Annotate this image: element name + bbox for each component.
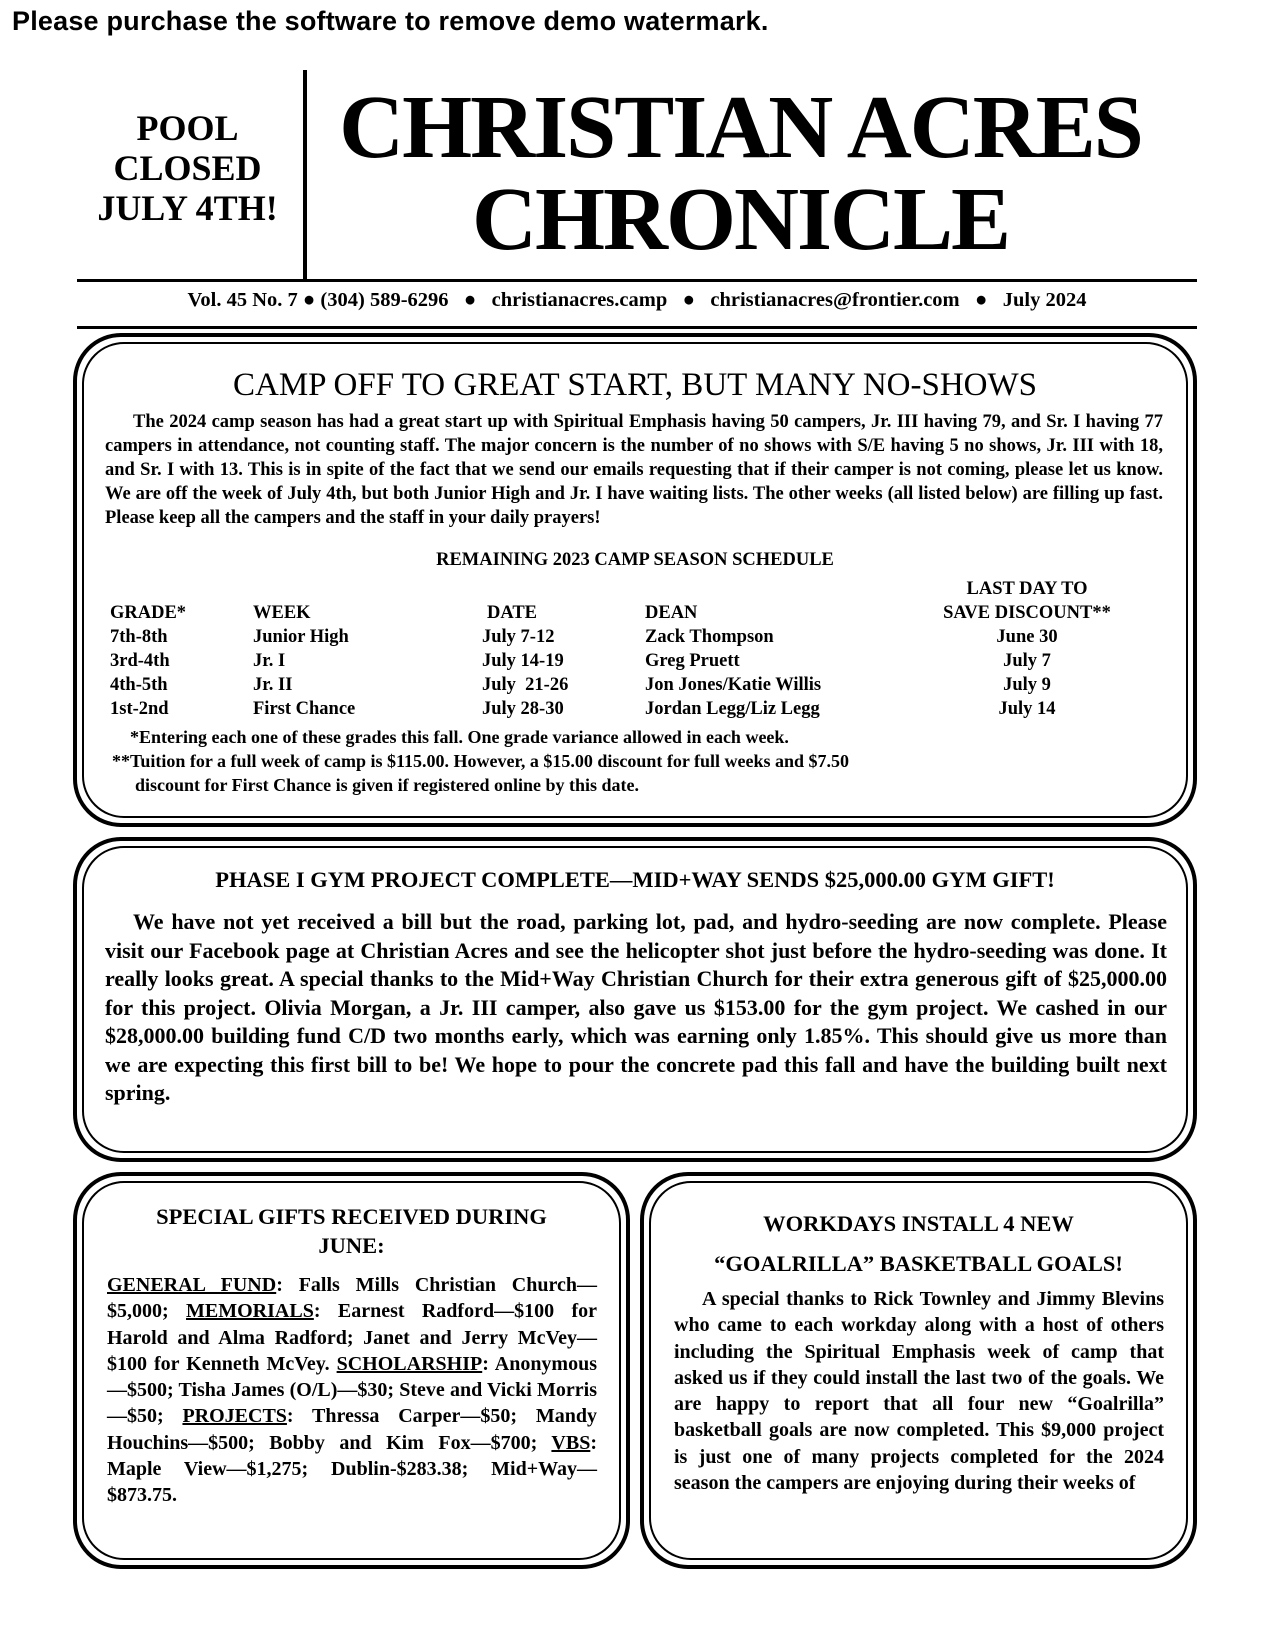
general-fund-text: : Falls Mills Christian Church—$5,000; (107, 1274, 597, 1323)
issue-date: July 2024 (1002, 289, 1087, 311)
gifts-headline-line: SPECIAL GIFTS RECEIVED DURING (156, 1204, 547, 1229)
demo-watermark: Please purchase the software to remove demo watermark. (12, 6, 769, 36)
grade-header: GRADE* (110, 603, 187, 623)
general-fund-label: GENERAL FUND (107, 1274, 277, 1296)
projects-text: : Thressa Carper—$50; Mandy Houchins—$500; Bobby and Kim Fox—$700; (107, 1405, 597, 1454)
email-address: christianacres@frontier.com (710, 289, 960, 311)
grade-cell: 7th-8th (110, 627, 168, 647)
memorials-label: MEMORIALS (186, 1300, 314, 1323)
bullet: ● (672, 289, 706, 311)
bullet: ● (453, 289, 487, 311)
workdays-headline-line: “GOALRILLA” BASKETBALL GOALS! (714, 1251, 1123, 1276)
date-header: DATE (487, 603, 538, 623)
newsletter-title (313, 78, 1168, 269)
schedule-header-row-top (110, 579, 1127, 603)
table-row (110, 675, 1127, 699)
table-row (110, 651, 1127, 675)
date-cell: July 28-30 (482, 699, 564, 719)
date-cell: July 21-26 (482, 675, 569, 695)
grade-cell: 1st-2nd (110, 699, 169, 719)
schedule-footnote-2-line2: discount for First Chance is given if registered online by this date. (135, 775, 639, 795)
table-row (110, 627, 1127, 651)
gifts-headline-line: JUNE: (318, 1233, 385, 1258)
workdays-headline-line: WORKDAYS INSTALL 4 NEW (763, 1211, 1074, 1236)
discount-header-line2: SAVE DISCOUNT** (943, 603, 1111, 623)
memorials-text: : Earnest Radford—$100 for Harold and Alma Radford; Janet and Jerry McVey—$100 for Kenneth McVey. (107, 1300, 597, 1375)
bullet: ● (964, 289, 998, 311)
camp-body (105, 410, 1163, 530)
discount-cell: July 14 (998, 699, 1056, 719)
masthead-rule-bottom (77, 326, 1197, 329)
title-line: CHRONICLE (471, 170, 1010, 269)
phone-number: (304) 589-6296 (320, 289, 449, 311)
gifts-headline (92, 1202, 611, 1260)
date-cell: July 14-19 (482, 651, 564, 671)
week-cell: Jr. II (253, 675, 293, 695)
bullet: ● (302, 289, 321, 311)
camp-article-box (73, 333, 1197, 827)
camp-headline: CAMP OFF TO GREAT START, BUT MANY NO-SHOWS (232, 367, 1037, 403)
notice-line: POOL (136, 108, 239, 148)
projects-label: PROJECTS (182, 1405, 287, 1428)
notice-line: JULY 4TH! (97, 188, 278, 228)
date-cell: July 7-12 (482, 627, 555, 647)
gym-body (105, 908, 1167, 1108)
masthead-divider (303, 70, 307, 280)
gym-headline: PHASE I GYM PROJECT COMPLETE—MID+WAY SENDS $25,000.00 GYM GIFT! (215, 867, 1055, 892)
gifts-article-box (73, 1172, 630, 1569)
gym-article-box (73, 837, 1197, 1162)
gifts-body (107, 1272, 597, 1509)
dean-cell: Jordan Legg/Liz Legg (645, 699, 820, 719)
camp-body-text: The 2024 camp season has had a great start up with Spiritual Emphasis having 50 campers, Jr. III having 79, and Sr. I having 77 campers in attendance, not counting staff. The major concern is the number of no shows with S/E having 5 no shows, Jr. III with 18, and Sr. I with 13. This is in spite of the fact that we send our emails requesting that if their camper is not coming, please let us know. We are off the week of July 4th, but both Junior High and Jr. I have waiting lists. The other weeks (all listed below) are filling up fast. Please keep all the campers and the staff in your daily prayers! (105, 412, 1163, 528)
masthead-rule-top (77, 279, 1197, 282)
discount-cell: July 7 (1003, 651, 1051, 671)
discount-cell: June 30 (996, 627, 1058, 647)
title-line: CHRISTIAN ACRES (339, 78, 1142, 177)
schedule-table (110, 579, 1127, 723)
grade-cell: 3rd-4th (110, 651, 170, 671)
schedule-footnote-2-line1: **Tuition for a full week of camp is $115.00. However, a $15.00 discount for full weeks and $7.50 (112, 751, 850, 771)
pool-closed-notice (80, 108, 295, 228)
grade-cell: 4th-5th (110, 675, 168, 695)
workdays-body-text: A special thanks to Rick Townley and Jimmy Blevins who came to each workday along with a host of others including the Spiritual Emphasis week of camp that asked us if they could install the last two of the goals. We are happy to report that all four new “Goalrilla” basketball goals are now completed. This $9,000 project is just one of many projects completed for the 2024 season the campers are enjoying during their weeks of (674, 1288, 1164, 1495)
dean-header: DEAN (645, 603, 698, 623)
masthead-info-line (77, 289, 1197, 312)
week-cell: First Chance (253, 699, 356, 719)
week-cell: Junior High (253, 627, 349, 647)
dean-cell: Jon Jones/Katie Willis (645, 675, 822, 695)
vbs-text: : Maple View—$1,275; Dublin-$283.38; Mid+Way—$873.75. (107, 1431, 597, 1507)
gym-body-text: We have not yet received a bill but the road, parking lot, pad, and hydro-seeding are now complete. Please visit our Facebook page at Christian Acres and see the helicopter shot just before the hydro-seeding was done. It really looks great. A special thanks to the Mid+Way Christian Church for their extra generous gift of $25,000.00 for this project. Olivia Morgan, a Jr. III camper, also gave us $153.00 for the gym project. We cashed in our $28,000.00 building fund C/D two months early, which was earning only 1.85%. This should give us more than we are expecting this first bill to be! We hope to pour the concrete pad this fall and have the building built next spring. (105, 909, 1167, 1105)
week-cell: Jr. I (253, 651, 286, 671)
dean-cell: Zack Thompson (645, 627, 774, 647)
vbs-label: VBS (551, 1431, 591, 1454)
table-row (110, 699, 1127, 723)
schedule-header-row (110, 603, 1127, 627)
discount-cell: July 9 (1003, 675, 1051, 695)
workdays-article-box (640, 1172, 1197, 1569)
schedule-footnote-1: *Entering each one of these grades this fall. One grade variance allowed in each week. (130, 727, 789, 747)
dean-cell: Greg Pruett (645, 651, 740, 671)
website: christianacres.camp (491, 289, 668, 311)
notice-line: CLOSED (113, 148, 262, 188)
schedule-title: REMAINING 2023 CAMP SEASON SCHEDULE (436, 550, 834, 570)
scholarship-label: SCHOLARSHIP (336, 1352, 483, 1375)
week-header: WEEK (253, 603, 311, 623)
scholarship-text: : Anonymous—$500; Tisha James (O/L)—$30; Steve and Vicki Morris—$50; (107, 1352, 598, 1428)
workdays-headline (659, 1204, 1178, 1284)
discount-header-line1: LAST DAY TO (966, 579, 1088, 599)
volume-number: Vol. 45 No. 7 (187, 289, 298, 311)
workdays-body (674, 1286, 1164, 1549)
